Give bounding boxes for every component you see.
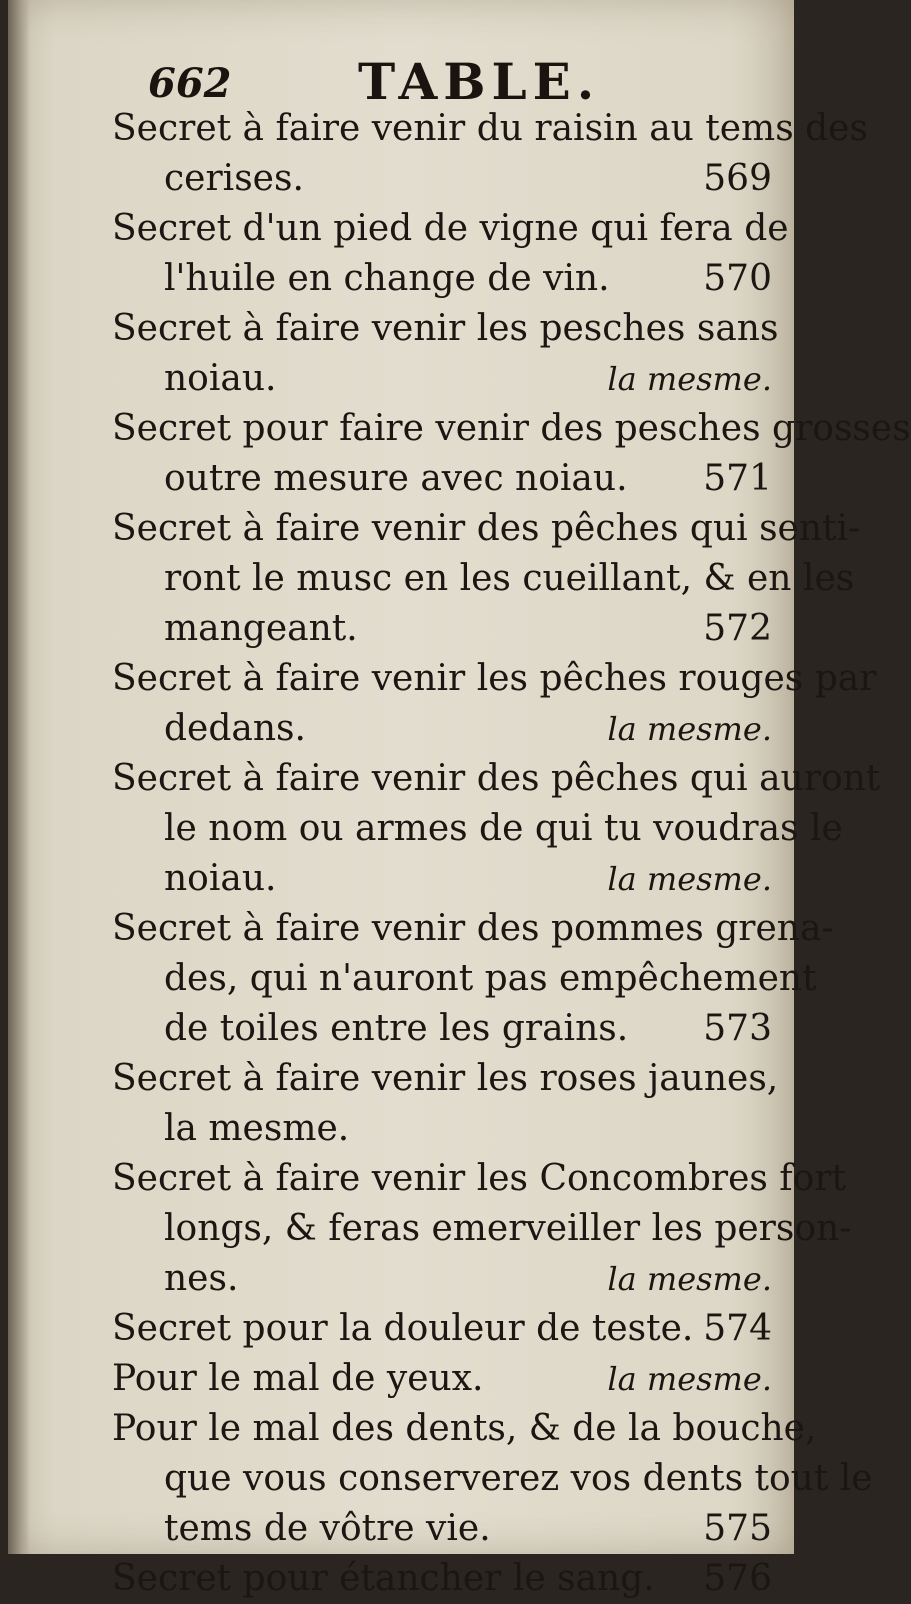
page-number: 662 [148, 60, 232, 107]
toc-entry [8, 104, 868, 204]
toc-entry-continuation [8, 1104, 794, 1154]
toc-entry-line: Pour le mal des dents, & de la bouche, [112, 1408, 817, 1449]
toc-entry-continuation [8, 454, 794, 504]
toc-entry-line: dedans. [164, 708, 306, 749]
toc-entry-text [8, 1404, 817, 1454]
page-reference: 571 [703, 458, 772, 499]
table-of-contents [8, 104, 911, 1604]
toc-entry-continuation [8, 604, 794, 654]
toc-entry [8, 904, 834, 1054]
toc-entry-text [8, 904, 834, 954]
toc-entry-line: Secret à faire venir des pêches qui auront [112, 758, 881, 799]
toc-entry-continuation [8, 954, 817, 1004]
running-title: TABLE. [358, 52, 601, 111]
toc-entry-line: noiau. [164, 858, 277, 899]
toc-entry [8, 1354, 794, 1404]
toc-entry-line: noiau. [164, 358, 277, 399]
page-reference: la mesme. [607, 710, 772, 748]
toc-entry [8, 404, 911, 504]
toc-entry-line: Secret à faire venir les pêches rouges par [112, 658, 877, 699]
page-header [8, 52, 794, 112]
toc-entry [8, 204, 794, 304]
toc-entry-continuation [8, 554, 855, 604]
toc-entry [8, 1554, 794, 1604]
toc-entry-continuation [8, 1504, 794, 1554]
toc-entry-line: cerises. [164, 158, 304, 199]
toc-entry [8, 654, 877, 754]
toc-entry-text [8, 1304, 794, 1354]
toc-entry-continuation [8, 1254, 794, 1304]
toc-entry-line: la mesme. [164, 1108, 350, 1149]
toc-entry-text [8, 404, 911, 454]
toc-entry-continuation [8, 254, 794, 304]
toc-entry-line: des, qui n'auront pas empêchement [164, 958, 817, 999]
page-reference: 576 [703, 1558, 772, 1599]
toc-entry-line: Secret pour faire venir des pesches grosses [112, 408, 911, 449]
toc-entry-text [8, 204, 794, 254]
toc-entry [8, 1154, 852, 1304]
toc-entry-line: Secret à faire venir les pesches sans [112, 308, 779, 349]
page-reference: 574 [703, 1308, 772, 1349]
book-page [8, 0, 911, 1599]
toc-entry-line: Pour le mal de yeux. [112, 1358, 484, 1399]
toc-entry-line: Secret pour étancher le sang. [112, 1558, 655, 1599]
toc-entry-continuation [8, 704, 794, 754]
page-reference: 575 [703, 1508, 772, 1549]
toc-entry [8, 304, 794, 404]
toc-entry-line: Secret à faire venir les roses jaunes, [112, 1058, 779, 1099]
toc-entry-text [8, 1054, 794, 1104]
page-reference: 572 [703, 608, 772, 649]
toc-entry-continuation [8, 804, 843, 854]
toc-entry-continuation [8, 354, 794, 404]
toc-entry-text [8, 304, 794, 354]
page-reference: 570 [703, 258, 772, 299]
toc-entry-text [8, 104, 868, 154]
page-reference: 573 [703, 1008, 772, 1049]
toc-entry-continuation [8, 1454, 873, 1504]
toc-entry-line: le nom ou armes de qui tu voudras le [164, 808, 843, 849]
toc-entry-line: de toiles entre les grains. [164, 1008, 629, 1049]
toc-entry-line: mangeant. [164, 608, 358, 649]
toc-entry-text [8, 1554, 794, 1604]
page-reference: la mesme. [607, 1260, 772, 1298]
toc-entry-line: nes. [164, 1258, 239, 1299]
toc-entry-continuation [8, 854, 794, 904]
page-reference: la mesme. [607, 360, 772, 398]
toc-entry-text [8, 504, 861, 554]
page-reference: 569 [703, 158, 772, 199]
toc-entry-continuation [8, 154, 794, 204]
toc-entry [8, 504, 861, 654]
toc-entry-line: que vous conserverez vos dents tout le [164, 1458, 873, 1499]
toc-entry-continuation [8, 1204, 852, 1254]
toc-entry-line: longs, & feras emerveiller les person- [164, 1208, 852, 1249]
page-reference: la mesme. [607, 1360, 772, 1398]
toc-entry-line: Secret à faire venir des pêches qui senti- [112, 508, 861, 549]
toc-entry-line: Secret à faire venir les Concombres fort [112, 1158, 846, 1199]
toc-entry-line: Secret à faire venir du raisin au tems des [112, 108, 868, 149]
toc-entry-line: tems de vôtre vie. [164, 1508, 491, 1549]
toc-entry-text [8, 1354, 794, 1404]
toc-entry-line: Secret à faire venir des pommes grena- [112, 908, 834, 949]
toc-entry-continuation [8, 1004, 794, 1054]
toc-entry-line: Secret pour la douleur de teste. [112, 1308, 694, 1349]
toc-entry [8, 1404, 873, 1554]
toc-entry [8, 1054, 794, 1154]
toc-entry [8, 1304, 794, 1354]
toc-entry-text [8, 654, 877, 704]
toc-entry-text [8, 754, 881, 804]
page-reference: la mesme. [607, 860, 772, 898]
toc-entry-line: ront le musc en les cueillant, & en les [164, 558, 855, 599]
toc-entry-line: l'huile en change de vin. [164, 258, 610, 299]
toc-entry-line: Secret d'un pied de vigne qui fera de [112, 208, 789, 249]
toc-entry [8, 754, 881, 904]
toc-entry-line: outre mesure avec noiau. [164, 458, 628, 499]
toc-entry-text [8, 1154, 846, 1204]
